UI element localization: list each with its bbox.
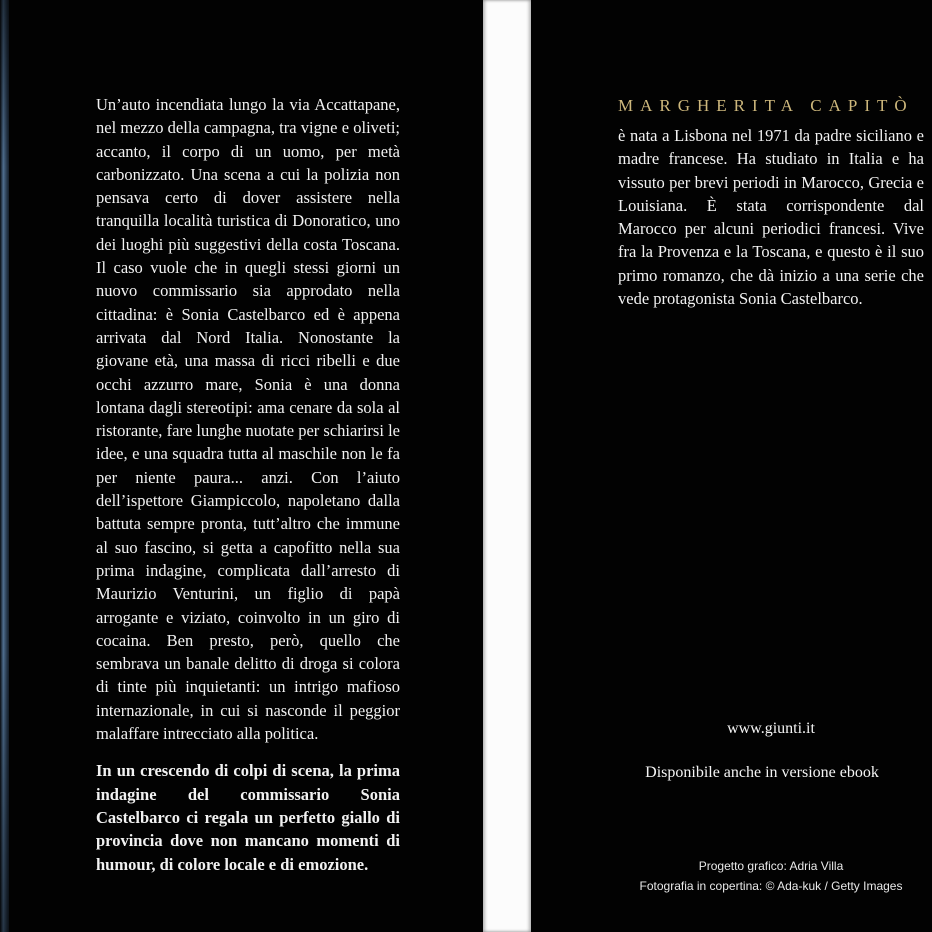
cover-photo-credit: Fotografia in copertina: © Ada-kuk / Getty Images [639, 879, 903, 893]
back-flap-panel [9, 0, 484, 932]
front-flap-panel [532, 0, 932, 932]
author-name: MARGHERITA CAPITÒ [618, 96, 914, 115]
synopsis-text: Un’auto incendiata lungo la via Accattapane, nel mezzo della campagna, tra vigne e oliveti; accanto, il corpo di un uomo, per metà carbonizzato. Una scena a cui la polizia non pensava certo di dover assistere nella tranquilla località turistica di Donoratico, uno dei luoghi più suggestivi della costa Toscana. Il caso vuole che in quegli stessi giorni un nuovo commissario sia approdato nella cittadina: è Sonia Castelbarco ed è appena arrivata dal Nord Italia. Nonostante la giovane età, una massa di ricci ribelli e due occhi azzurro mare, Sonia è una donna lontana dagli stereotipi: ama cenare da sola al ristorante, fare lunghe nuotate per schiarirsi le idee, e una squadra tutta al maschile non le fa per niente paura... anzi. Con l’aiuto dell’ispettore Giampiccolo, napoletano dalla battuta sempre pronta, tutt’altro che immune al suo fascino, si getta a capofitto nella sua prima indagine, complicata dall’arresto di Maurizio Venturini, un figlio di papà arrogante e viziato, coinvolto in un giro di cocaina. Ben presto, però, quello che sembrava un banale delitto di droga si colora di tinte più inquietanti: un intrigo mafioso internazionale, in cui si nasconde il peggior malaffare intrecciato alla politica. [96, 95, 400, 744]
author-bio-text: è nata a Lisbona nel 1971 da padre siciliano e madre francese. Ha studiato in Italia e ha vissuto per brevi periodi in Marocco, Grecia e Louisiana. È stata corrispondente dal Marocco per alcuni periodici francesi. Vive fra la Provenza e la Toscana, e questo è il suo primo romanzo, che dà inizio a una serie che vede protagonista Sonia Castelbarco. [618, 126, 924, 309]
page-gap-strip [483, 0, 531, 932]
publisher-website: www.giunti.it [727, 720, 815, 737]
graphic-design-credit: Progetto grafico: Adria Villa [698, 859, 844, 873]
print-credits [618, 856, 924, 896]
ebook-availability-note: Disponibile anche in versione ebook [645, 764, 879, 781]
synopsis-closing-text: In un crescendo di colpi di scena, la prima indagine del commissario Sonia Castelbarco ci regala un perfetto giallo di provincia dove non mancano momenti di humour, di colore locale e di emozione. [96, 761, 400, 874]
